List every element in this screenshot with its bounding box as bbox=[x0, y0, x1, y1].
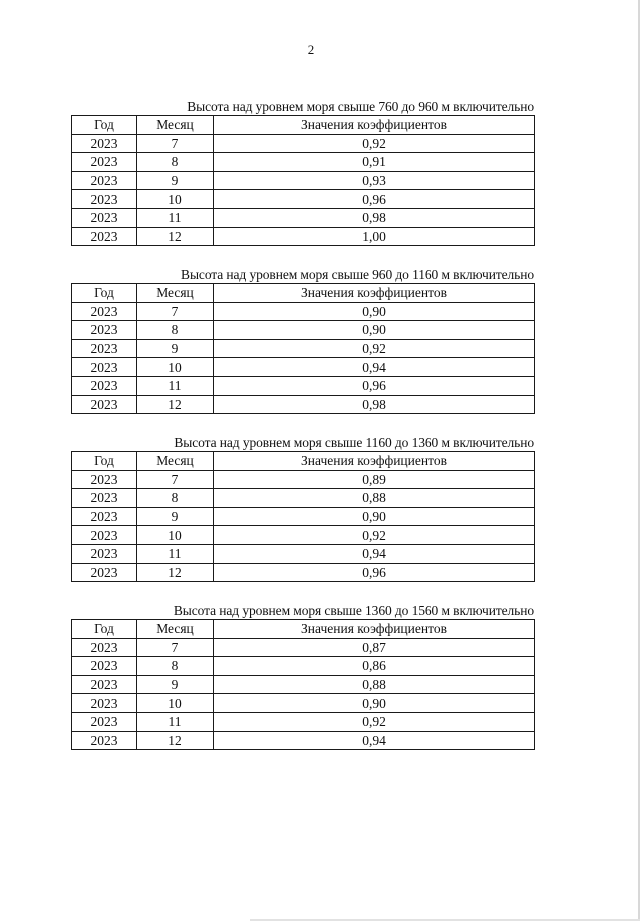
table-row bbox=[72, 302, 535, 321]
table-row bbox=[72, 638, 535, 657]
column-header-value: Значения коэффициентов bbox=[214, 284, 535, 303]
year-cell: 2023 bbox=[72, 731, 137, 750]
year-cell: 2023 bbox=[72, 321, 137, 340]
table-row bbox=[72, 694, 535, 713]
value-cell: 0,94 bbox=[214, 544, 535, 563]
year-cell: 2023 bbox=[72, 358, 137, 377]
month-cell: 7 bbox=[137, 302, 214, 321]
value-cell: 0,92 bbox=[214, 526, 535, 545]
month-cell: 12 bbox=[137, 395, 214, 414]
value-cell: 0,86 bbox=[214, 657, 535, 676]
value-cell: 0,90 bbox=[214, 321, 535, 340]
month-cell: 9 bbox=[137, 675, 214, 694]
column-header-year: Год bbox=[72, 284, 137, 303]
month-cell: 7 bbox=[137, 638, 214, 657]
year-cell: 2023 bbox=[72, 134, 137, 153]
table-row bbox=[72, 171, 535, 190]
coefficient-section-960-1160 bbox=[71, 267, 534, 414]
table-row bbox=[72, 675, 535, 694]
year-cell: 2023 bbox=[72, 395, 137, 414]
year-cell: 2023 bbox=[72, 376, 137, 395]
table-header-row bbox=[72, 116, 535, 135]
value-cell: 0,96 bbox=[214, 563, 535, 582]
value-cell: 0,88 bbox=[214, 489, 535, 508]
table-row bbox=[72, 358, 535, 377]
year-cell: 2023 bbox=[72, 657, 137, 676]
column-header-value: Значения коэффициентов bbox=[214, 620, 535, 639]
month-cell: 10 bbox=[137, 526, 214, 545]
month-cell: 11 bbox=[137, 208, 214, 227]
coefficient-table bbox=[71, 115, 535, 246]
month-cell: 7 bbox=[137, 134, 214, 153]
month-cell: 9 bbox=[137, 171, 214, 190]
table-header-row bbox=[72, 620, 535, 639]
section-caption: Высота над уровнем моря свыше 1160 до 1360 м включительно bbox=[174, 435, 534, 450]
value-cell: 0,92 bbox=[214, 712, 535, 731]
table-row bbox=[72, 190, 535, 209]
year-cell: 2023 bbox=[72, 507, 137, 526]
value-cell: 0,87 bbox=[214, 638, 535, 657]
column-header-year: Год bbox=[72, 452, 137, 471]
coefficient-table bbox=[71, 451, 535, 582]
month-cell: 8 bbox=[137, 489, 214, 508]
page-number: 2 bbox=[307, 42, 315, 57]
value-cell: 0,90 bbox=[214, 302, 535, 321]
year-cell: 2023 bbox=[72, 208, 137, 227]
table-row bbox=[72, 227, 535, 246]
value-cell: 0,98 bbox=[214, 208, 535, 227]
table-row bbox=[72, 489, 535, 508]
year-cell: 2023 bbox=[72, 227, 137, 246]
table-row bbox=[72, 376, 535, 395]
month-cell: 12 bbox=[137, 563, 214, 582]
value-cell: 0,91 bbox=[214, 153, 535, 172]
value-cell: 0,98 bbox=[214, 395, 535, 414]
year-cell: 2023 bbox=[72, 190, 137, 209]
year-cell: 2023 bbox=[72, 489, 137, 508]
month-cell: 8 bbox=[137, 153, 214, 172]
month-cell: 8 bbox=[137, 321, 214, 340]
value-cell: 0,92 bbox=[214, 134, 535, 153]
month-cell: 9 bbox=[137, 339, 214, 358]
year-cell: 2023 bbox=[72, 675, 137, 694]
table-row bbox=[72, 657, 535, 676]
month-cell: 9 bbox=[137, 507, 214, 526]
value-cell: 0,92 bbox=[214, 339, 535, 358]
column-header-month: Месяц bbox=[137, 284, 214, 303]
value-cell: 0,94 bbox=[214, 731, 535, 750]
value-cell: 0,88 bbox=[214, 675, 535, 694]
value-cell: 0,94 bbox=[214, 358, 535, 377]
table-row bbox=[72, 339, 535, 358]
table-header-row bbox=[72, 452, 535, 471]
value-cell: 1,00 bbox=[214, 227, 535, 246]
column-header-year: Год bbox=[72, 116, 137, 135]
table-row bbox=[72, 153, 535, 172]
column-header-month: Месяц bbox=[137, 116, 214, 135]
section-caption: Высота над уровнем моря свыше 1360 до 1560 м включительно bbox=[173, 603, 534, 618]
month-cell: 12 bbox=[137, 227, 214, 246]
month-cell: 7 bbox=[137, 470, 214, 489]
coefficient-table bbox=[71, 283, 535, 414]
year-cell: 2023 bbox=[72, 712, 137, 731]
value-cell: 0,89 bbox=[214, 470, 535, 489]
year-cell: 2023 bbox=[72, 153, 137, 172]
year-cell: 2023 bbox=[72, 339, 137, 358]
month-cell: 12 bbox=[137, 731, 214, 750]
section-caption: Высота над уровнем моря свыше 960 до 1160 м включительно bbox=[181, 267, 534, 282]
coefficient-table bbox=[71, 619, 535, 750]
year-cell: 2023 bbox=[72, 302, 137, 321]
table-row bbox=[72, 712, 535, 731]
table-row bbox=[72, 731, 535, 750]
table-row bbox=[72, 208, 535, 227]
column-header-value: Значения коэффициентов bbox=[214, 452, 535, 471]
table-header-row bbox=[72, 284, 535, 303]
month-cell: 10 bbox=[137, 358, 214, 377]
year-cell: 2023 bbox=[72, 171, 137, 190]
column-header-value: Значения коэффициентов bbox=[214, 116, 535, 135]
value-cell: 0,93 bbox=[214, 171, 535, 190]
month-cell: 8 bbox=[137, 657, 214, 676]
table-row bbox=[72, 507, 535, 526]
month-cell: 10 bbox=[137, 190, 214, 209]
value-cell: 0,96 bbox=[214, 190, 535, 209]
year-cell: 2023 bbox=[72, 544, 137, 563]
value-cell: 0,96 bbox=[214, 376, 535, 395]
year-cell: 2023 bbox=[72, 470, 137, 489]
month-cell: 11 bbox=[137, 544, 214, 563]
table-row bbox=[72, 544, 535, 563]
coefficient-section-1360-1560 bbox=[71, 603, 534, 750]
table-row bbox=[72, 134, 535, 153]
year-cell: 2023 bbox=[72, 526, 137, 545]
month-cell: 11 bbox=[137, 712, 214, 731]
section-caption: Высота над уровнем моря свыше 760 до 960 м включительно bbox=[187, 99, 534, 114]
value-cell: 0,90 bbox=[214, 694, 535, 713]
month-cell: 11 bbox=[137, 376, 214, 395]
column-header-month: Месяц bbox=[137, 620, 214, 639]
year-cell: 2023 bbox=[72, 638, 137, 657]
value-cell: 0,90 bbox=[214, 507, 535, 526]
month-cell: 10 bbox=[137, 694, 214, 713]
table-row bbox=[72, 470, 535, 489]
column-header-month: Месяц bbox=[137, 452, 214, 471]
coefficient-section-760-960 bbox=[71, 99, 534, 246]
table-row bbox=[72, 395, 535, 414]
year-cell: 2023 bbox=[72, 563, 137, 582]
year-cell: 2023 bbox=[72, 694, 137, 713]
table-row bbox=[72, 526, 535, 545]
table-row bbox=[72, 563, 535, 582]
table-row bbox=[72, 321, 535, 340]
coefficient-section-1160-1360 bbox=[71, 435, 534, 582]
column-header-year: Год bbox=[72, 620, 137, 639]
